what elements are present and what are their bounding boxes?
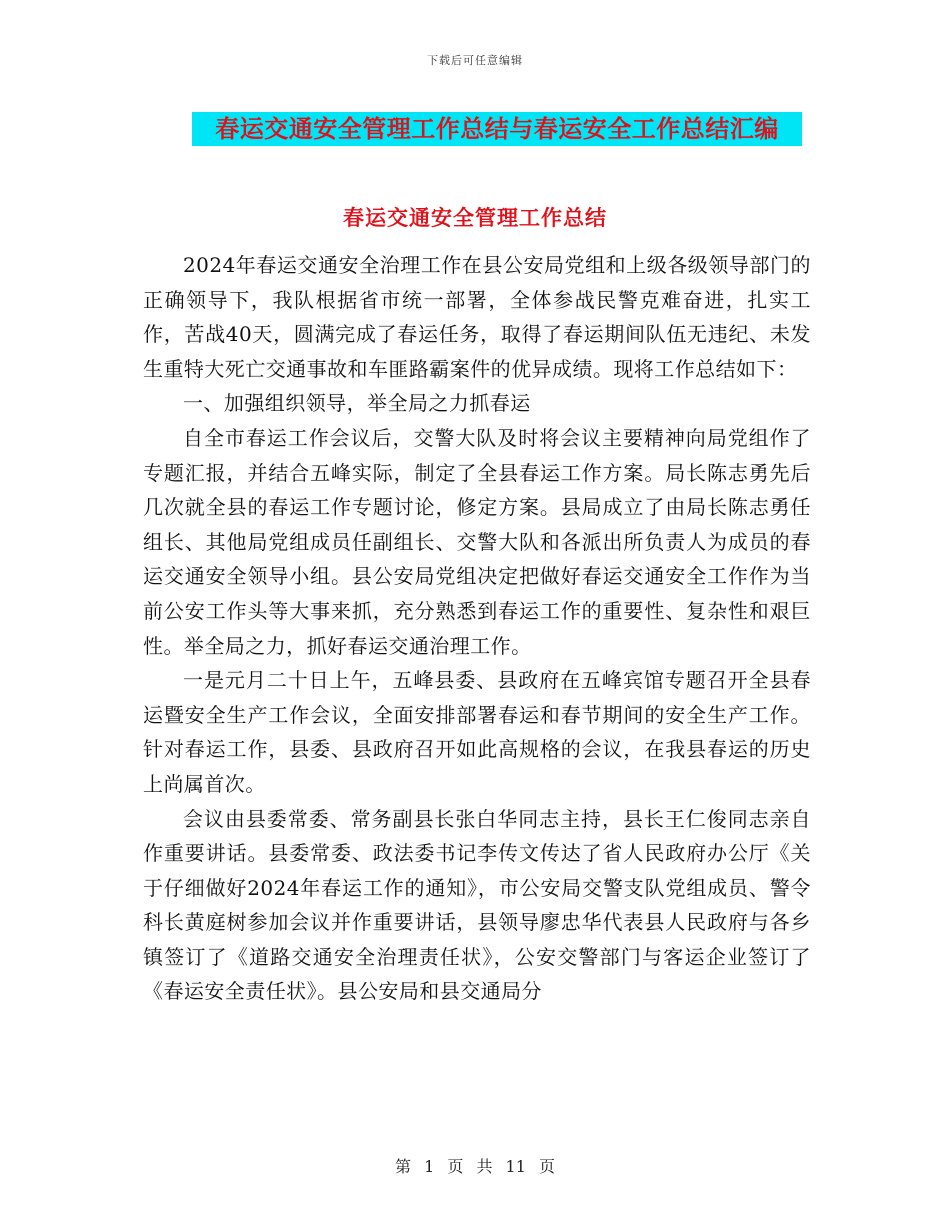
paragraph-meeting-details: 会议由县委常委、常务副县长张白华同志主持，县长王仁俊同志亲自作重要讲话。县委常委、政法委书记李传文传达了省人民政府办公厅《关于仔细做好2024年春运工作的通知》，市公安局交警支队党组成员、警令科长黄庭树参加会议并作重要讲话，县领导廖忠华代表县人民政府与各乡镇签订了《道路交通安全治理责任状》，公安交警部门与客运企业签订了《春运安全责任状》。县公安局和县交通局分: [143, 806, 811, 1004]
paragraph-organization: 自全市春运工作会议后，交警大队及时将会议主要精神向局党组作了专题汇报，并结合五峰实际，制定了全县春运工作方案。局长陈志勇先后几次就全县的春运工作专题讨论，修定方案。县局成立了由局长陈志勇任组长、其他局党组成员任副组长、交警大队和各派出所负责人为成员的春运交通安全领导小组。县公安局党组决定把做好春运交通安全工作作为当前公安工作头等大事来抓，充分熟悉到春运工作的重要性、复杂性和艰巨性。举全局之力，抓好春运交通治理工作。: [143, 425, 811, 658]
paragraph-intro: 2024年春运交通安全治理工作在县公安局党组和上级各级领导部门的正确领导下，我队根据省市统一部署，全体参战民警克难奋进，扎实工作，苦战40天，圆满完成了春运任务，取得了春运期间队伍无违纪、未发生重特大死亡交通事故和车匪路霸案件的优异成绩。现将工作总结如下：: [143, 253, 811, 381]
page-footer: 第 1 页 共 11 页: [395, 1157, 555, 1176]
section-title: 春运交通安全管理工作总结: [343, 205, 607, 230]
document-title: 春运交通安全管理工作总结与春运安全工作总结汇编: [192, 112, 802, 146]
document-body: [143, 248, 811, 1009]
paragraph-meeting: 一是元月二十日上午，五峰县委、县政府在五峰宾馆专题召开全县春运暨安全生产工作会议，全面安排部署春运和春节期间的安全生产工作。针对春运工作，县委、县政府召开如此高规格的会议，在我县春运的历史上尚属首次。: [143, 668, 811, 796]
header-note: 下载后可任意编辑: [427, 54, 523, 67]
paragraph-heading-1: 一、加强组织领导，举全局之力抓春运: [183, 391, 531, 416]
